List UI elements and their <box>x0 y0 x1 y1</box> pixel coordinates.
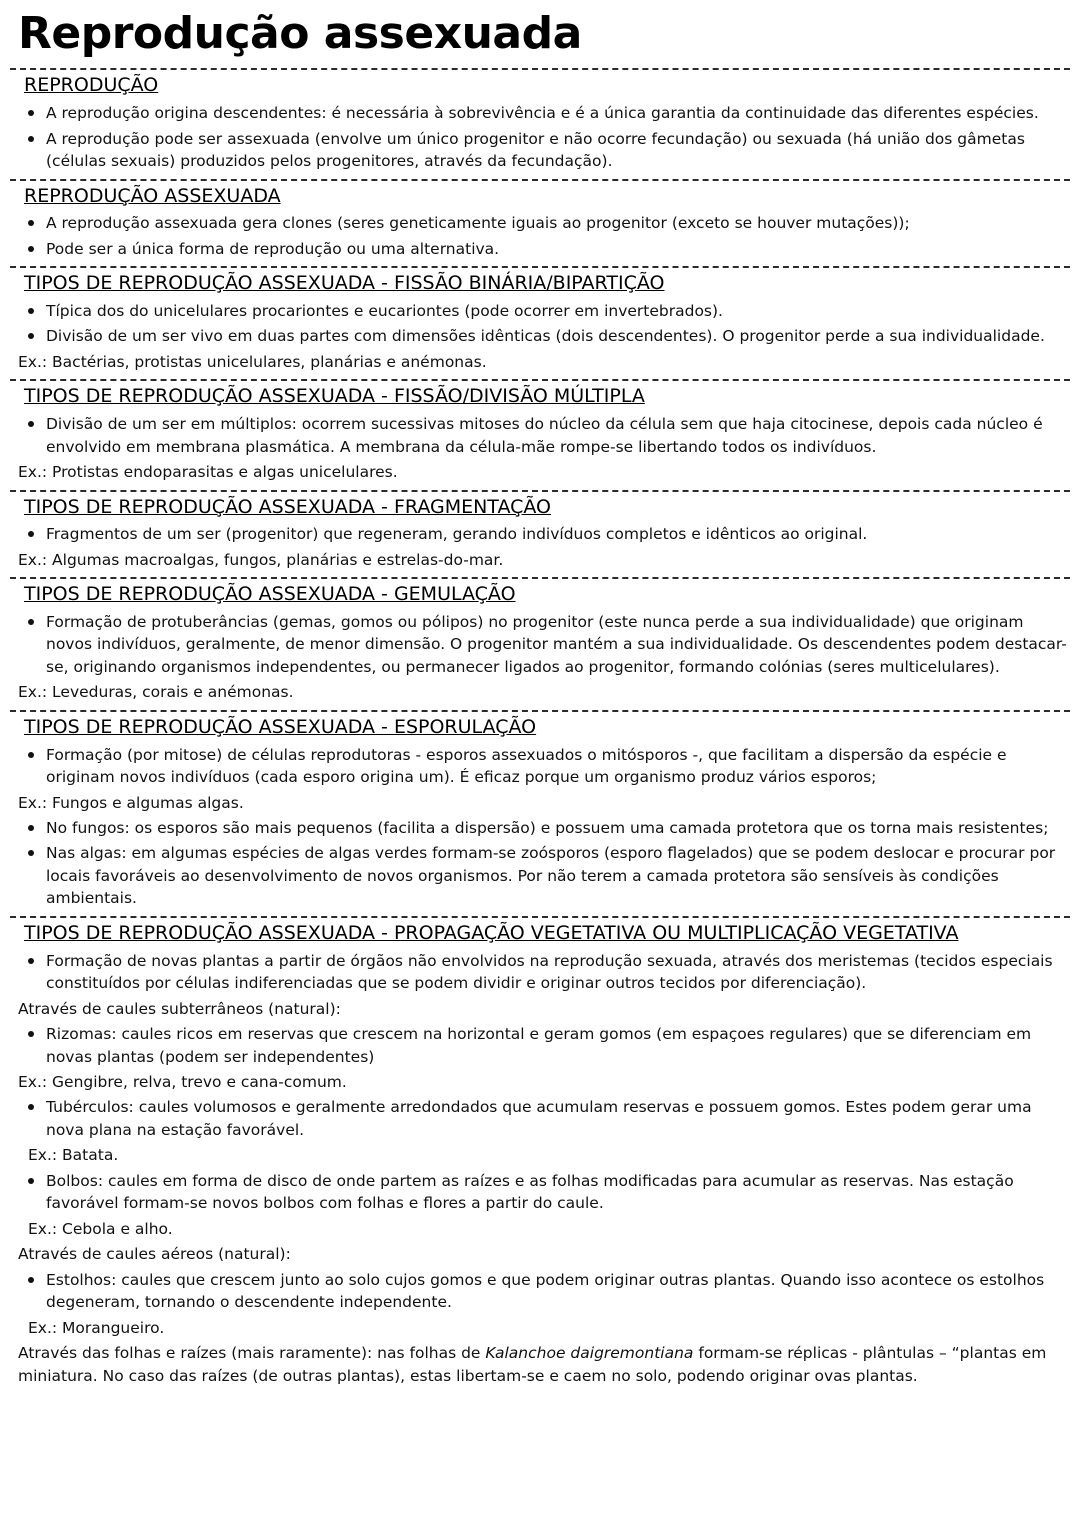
list-item: No fungos: os esporos são mais pequenos (facilita a dispersão) e possuem uma camada protetora que os torna mais resistentes; <box>10 817 1070 839</box>
section-reproducao <box>10 74 1070 172</box>
list-item: Formação (por mitose) de células reprodutoras - esporos assexuados o mitósporos -, que facilitam a dispersão da espécie e originam novos indivíduos (cada esporo origina um). É eficaz porque um organismo produz vários esporos; <box>10 744 1070 789</box>
list-item: Estolhos: caules que crescem junto ao solo cujos gomos e que podem originar outras plantas. Quando isso acontece os estolhos degeneram, tornando o descendente independente. <box>10 1269 1070 1314</box>
section-divider <box>10 68 1070 70</box>
list-item: Divisão de um ser em múltiplos: ocorrem sucessivas mitoses do núcleo da célula sem que haja citocinese, depois cada núcleo é envolvido em membrana plasmática. A membrana da célula-mãe rompe-se libertando todos os indivíduos. <box>10 413 1070 458</box>
section-divider <box>10 490 1070 492</box>
bullet-list <box>10 1023 1070 1068</box>
section-divider <box>10 179 1070 181</box>
list-item: Divisão de um ser vivo em duas partes com dimensões idênticas (dois descendentes). O progenitor perde a sua individualidade. <box>10 325 1070 347</box>
closing-text-post: formam-se réplicas - plântulas – “plantas em miniatura. No caso das raízes (de outras plantas), estas libertam-se e caem no solo, podendo originar ovas plantas. <box>18 1344 1047 1385</box>
section-propagacao-vegetativa <box>10 922 1070 1387</box>
list-item: Formação de protuberâncias (gemas, gomos ou pólipos) no progenitor (este nunca perde a sua individualidade) que originam novos indivíduos, geralmente, de menor dimensão. O progenitor mantém a sua individualidade. Os descendentes podem destacar-se, originando organismos independentes, ou permanecer ligados ao progenitor, formando colónias (seres multicelulares). <box>10 611 1070 678</box>
section-divider <box>10 577 1070 579</box>
list-item: A reprodução origina descendentes: é necessária à sobrevivência e é a única garantia da continuidade das diferentes espécies. <box>10 102 1070 124</box>
section-divider <box>10 266 1070 268</box>
bullet-list <box>10 744 1070 789</box>
example-line: Ex.: Protistas endoparasitas e algas unicelulares. <box>18 463 398 482</box>
section-heading: TIPOS DE REPRODUÇÃO ASSEXUADA - FISSÃO/DIVISÃO MÚLTIPLA <box>24 385 645 408</box>
section-heading: REPRODUÇÃO <box>24 74 159 97</box>
section-heading: TIPOS DE REPRODUÇÃO ASSEXUADA - PROPAGAÇÃO VEGETATIVA OU MULTIPLICAÇÃO VEGETATIVA <box>24 921 959 944</box>
section-fragmentacao <box>10 496 1070 572</box>
section-heading: TIPOS DE REPRODUÇÃO ASSEXUADA - ESPORULAÇÃO <box>24 715 537 738</box>
section-fissao-binaria <box>10 272 1070 373</box>
list-item: Fragmentos de um ser (progenitor) que regeneram, gerando indivíduos completos e idênticos ao original. <box>10 523 1070 545</box>
example-line: Ex.: Morangueiro. <box>28 1318 165 1337</box>
closing-paragraph <box>10 1342 1070 1387</box>
section-divider <box>10 710 1070 712</box>
species-name: Kalanchoe daigremontiana <box>485 1344 694 1363</box>
example-line: Ex.: Leveduras, corais e anémonas. <box>18 683 294 702</box>
example-line: Ex.: Cebola e alho. <box>28 1219 173 1238</box>
example-line: Ex.: Algumas macroalgas, fungos, planárias e estrelas-do-mar. <box>18 550 504 569</box>
bullet-list <box>10 102 1070 172</box>
example-line: Ex.: Gengibre, relva, trevo e cana-comum. <box>18 1072 347 1091</box>
bullet-list <box>10 523 1070 545</box>
example-line: Ex.: Fungos e algumas algas. <box>18 793 244 812</box>
list-item: Nas algas: em algumas espécies de algas verdes formam-se zoósporos (esporo flagelados) que se podem deslocar e procurar por locais favoráveis ao desenvolvimento de novos organismos. Por não terem a camada protetora são sensíveis às condições ambientais. <box>10 842 1070 909</box>
bullet-list <box>10 413 1070 458</box>
section-gemulacao <box>10 583 1070 704</box>
subheading-line: Através de caules subterrâneos (natural): <box>18 999 341 1018</box>
list-item: A reprodução pode ser assexuada (envolve um único progenitor e não ocorre fecundação) ou sexuada (há união dos gâmetas (células sexuais) produzidos pelos progenitores, através da fecundação). <box>10 128 1070 173</box>
section-heading: TIPOS DE REPRODUÇÃO ASSEXUADA - FISSÃO BINÁRIA/BIPARTIÇÃO <box>24 272 665 295</box>
bullet-list <box>10 611 1070 678</box>
bullet-list <box>10 1269 1070 1314</box>
bullet-list <box>10 1170 1070 1215</box>
list-item: Típica dos do unicelulares procariontes e eucariontes (pode ocorrer em invertebrados). <box>10 300 1070 322</box>
bullet-list <box>10 817 1070 910</box>
list-item: Rizomas: caules ricos em reservas que crescem na horizontal e geram gomos (em espaçoes regulares) que se diferenciam em novas plantas (podem ser independentes) <box>10 1023 1070 1068</box>
section-esporulacao <box>10 716 1070 910</box>
section-divider <box>10 379 1070 381</box>
closing-text-pre: Através das folhas e raízes (mais raramente): nas folhas de <box>18 1344 486 1363</box>
section-divider <box>10 916 1070 918</box>
list-item: Tubérculos: caules volumosos e geralmente arredondados que acumulam reservas e possuem gomos. Estes podem gerar uma nova plana na estação favorável. <box>10 1096 1070 1141</box>
section-fissao-multipla <box>10 385 1070 483</box>
list-item: Formação de novas plantas a partir de órgãos não envolvidos na reprodução sexuada, através dos meristemas (tecidos especiais constituídos por células indiferenciadas que se podem dividir e originar outros tecidos por diferenciação). <box>10 950 1070 995</box>
section-reproducao-assexuada <box>10 185 1070 261</box>
bullet-list <box>10 300 1070 348</box>
list-item: A reprodução assexuada gera clones (seres geneticamente iguais ao progenitor (exceto se houver mutações)); <box>10 212 1070 234</box>
list-item: Pode ser a única forma de reprodução ou uma alternativa. <box>10 238 1070 260</box>
subheading-line: Através de caules aéreos (natural): <box>18 1245 291 1264</box>
bullet-list <box>10 212 1070 260</box>
section-heading: TIPOS DE REPRODUÇÃO ASSEXUADA - FRAGMENTAÇÃO <box>24 495 551 518</box>
bullet-list <box>10 1096 1070 1141</box>
section-heading: TIPOS DE REPRODUÇÃO ASSEXUADA - GEMULAÇÃO <box>24 583 516 606</box>
page-title: Reprodução assexuada <box>18 8 582 59</box>
bullet-list <box>10 950 1070 995</box>
example-line: Ex.: Bactérias, protistas unicelulares, planárias e anémonas. <box>18 352 487 371</box>
example-line: Ex.: Batata. <box>28 1146 119 1165</box>
section-heading: REPRODUÇÃO ASSEXUADA <box>24 184 281 207</box>
list-item: Bolbos: caules em forma de disco de onde partem as raízes e as folhas modificadas para acumular as reservas. Nas estação favorável formam-se novos bolbos com folhas e flores a partir do caule. <box>10 1170 1070 1215</box>
